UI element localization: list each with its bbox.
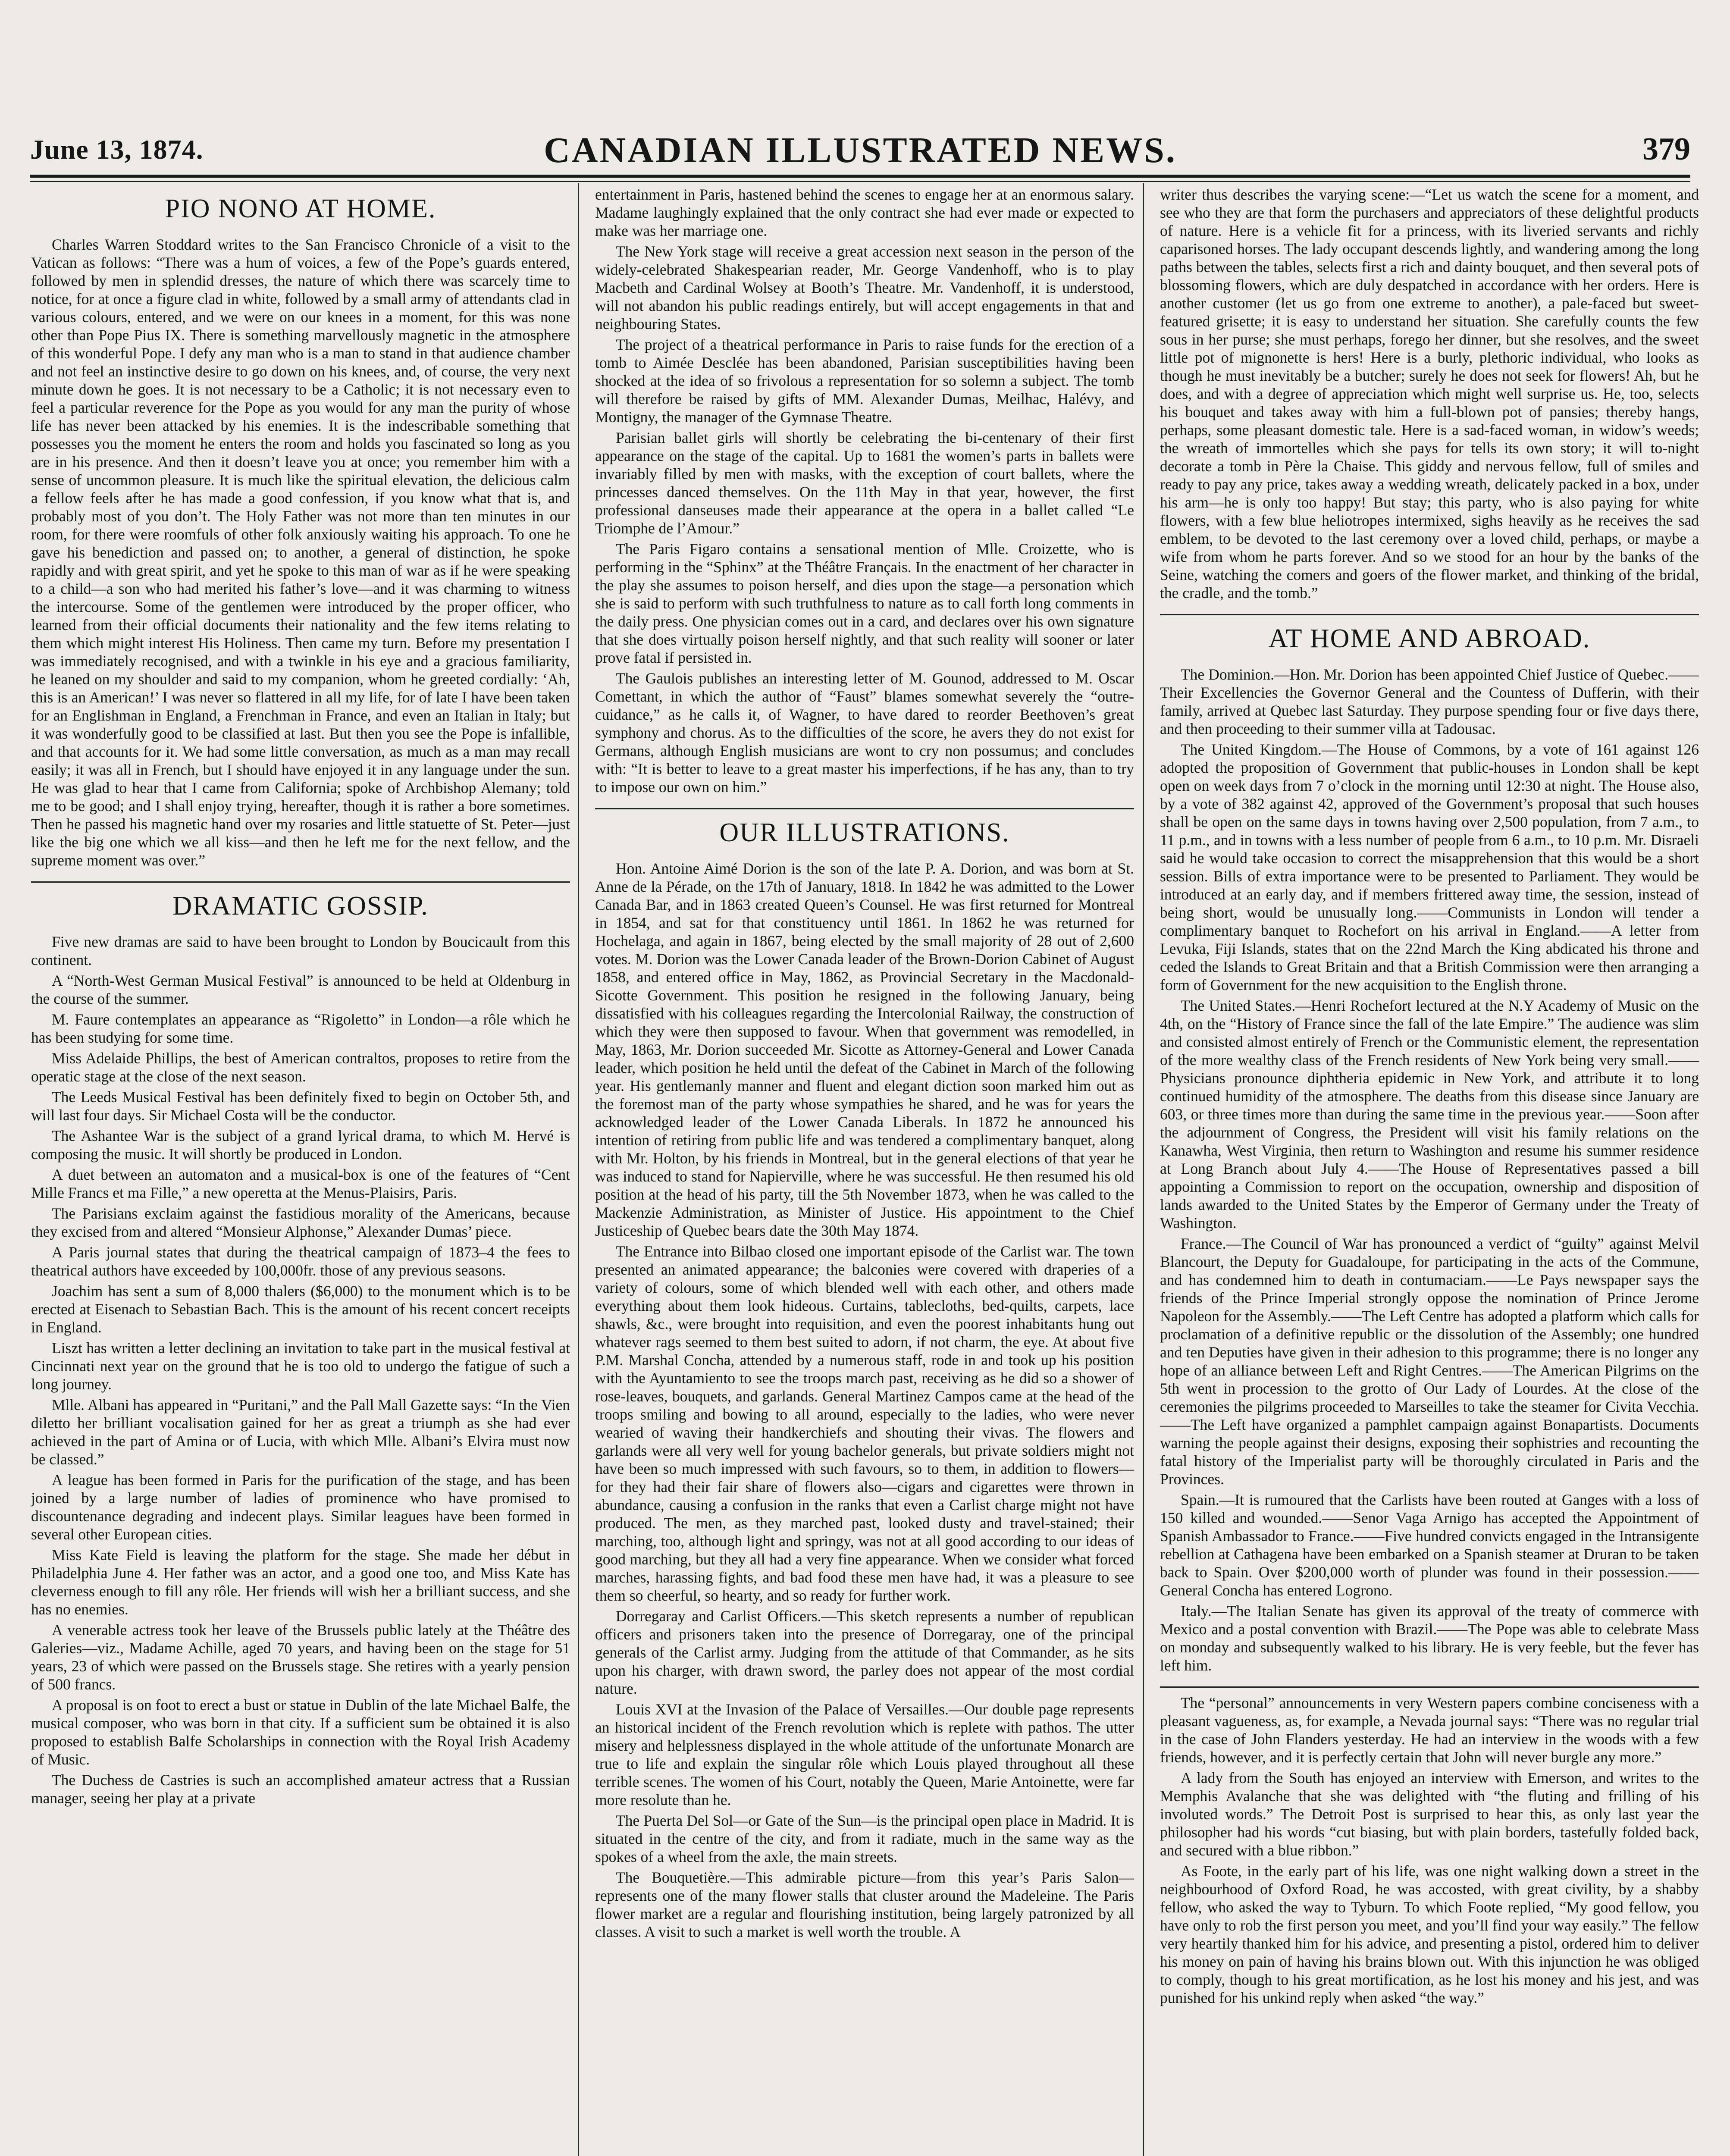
article-paragraph: A duet between an automaton and a musical-box is one of the features of “Cent Mille Francs et ma Fille,” a new operetta at the Menus-Plaisirs, Paris. (31, 1166, 570, 1201)
section-divider (1160, 1686, 1699, 1688)
page-number: 379 (1642, 132, 1690, 167)
dramatic-gossip-heading: DRAMATIC GOSSIP. (172, 891, 429, 921)
column-divider (1143, 183, 1144, 2156)
article-paragraph: The Entrance into Bilbao closed one important episode of the Carlist war. The town presented an animated appearance; the balconies were covered with draperies of a variety of colours, some of which blended well with each other, and others made everything about them look hideous. Curtains, tablecloths, bed-quilts, carpets, lace shawls, &c., were brought into requisition, and even the poorest inhabitants hung out whatever rags seemed to them best suited to adorn, if not charm, the eye. At about five P.M. Marshal Concha, attended by a numerous staff, rode in and took up his position with the Ayuntamiento to see the troops march past, receiving as he did so a shower of rose-leaves, bouquets, and garlands. General Martinez Campos came at the head of the troops smiling and bowing to all around, especially to the ladies, who were never wearied of waving their handkerchiefs and shouting their vivas. The flowers and garlands were all very well for young bachelor generals, but private soldiers might not have been so much impressed with such favours, so to them, in addition to flowers—for they had their fair share of flowers also—cigars and cigarettes were thrown in abundance, causing a confusion in the ranks that even a Carlist charge might not have produced. The men, as they marched past, looked dusty and travel-stained; their marching, too, although light and springy, was not at all good according to our ideas of good marching, but they all had a very fine appearance. When we consider what forced marches, harassing fights, and bad food these men have had, it was a pleasure to see them so cheerful, so hearty, and so ready for further work. (595, 1243, 1134, 1604)
article-paragraph: A “North-West German Musical Festival” is announced to be held at Oldenburg in the course of the summer. (31, 972, 570, 1007)
article-paragraph: The Leeds Musical Festival has been definitely fixed to begin on October 5th, and will last four days. Sir Michael Costa will be the conductor. (31, 1088, 570, 1124)
article-paragraph: Joachim has sent a sum of 8,000 thalers ($6,000) to the monument which is to be erected at Eisenach to Sebastian Bach. This is the amount of his recent concert receipts in England. (31, 1282, 570, 1336)
article-paragraph: Spain.—It is rumoured that the Carlists have been routed at Ganges with a loss of 150 killed and wounded.——Senor Vaga Arnigo has accepted the Appointment of Spanish Ambassador to France.——Five hundred convicts engaged in the Intransigente rebellion at Cathagena have been embarked on a Spanish steamer at Druran to be taken back to Spain. Over $200,000 worth of plunder was found in their possession.——General Concha has entered Logrono. (1160, 1491, 1699, 1599)
issue-date: June 13, 1874. (30, 134, 204, 165)
article-paragraph: A lady from the South has enjoyed an interview with Emerson, and writes to the Memphis Avalanche that she was delighted with “the fluting and frilling of his involuted words.” The Detroit Post is surprised to hear this, as only last year the philosopher had his words “cut biasing, but with plain borders, tastefully folded back, and secured with a blue ribbon.” (1160, 1769, 1699, 1859)
article-paragraph: Louis XVI at the Invasion of the Palace of Versailles.—Our double page represents an historical incident of the French revolution which is replete with pathos. The utter misery and helplessness displayed in the whole attitude of the unfortunate Monarch are true to life and explain the singular rôle which Louis played throughout all these terrible scenes. The women of his Court, notably the Queen, Marie Antoinette, were far more resolute than he. (595, 1701, 1134, 1808)
article-paragraph: As Foote, in the early part of his life, was one night walking down a street in the neighbourhood of Oxford Road, he was accosted, with great civility, by a shabby fellow, who asked the way to Tyburn. To which Foote replied, “My good fellow, you have only to rob the first person you meet, and you’ll find your way easily.” The fellow very heartily thanked him for his advice, and presenting a pistol, ordered him to deliver his money on pain of having his brains blown out. With this injunction he was obliged to comply, though to his great mortification, as he lost his money and his jest, and was punished for his unkind reply when asked “the way.” (1160, 1862, 1699, 2006)
article-paragraph: France.—The Council of War has pronounced a verdict of “guilty” against Melvil Blancourt, the Deputy for Guadaloupe, for participating in the acts of the Commune, and has condemned him to death in contumaciam.——Le Pays newspaper says the friends of the Prince Imperial strongly oppose the nomination of Prince Jerome Napoleon for the Assembly.——The Left Centre has adopted a platform which calls for proclamation of a definitive republic or the dissolution of the Assembly; one hundred and ten Deputies have given in their adhesion to this programme; there is no longer any hope of an alliance between Left and Right Centres.——The American Pilgrims on the 5th went in procession to the grotto of Our Lady of Lourdes. At the close of the ceremonies the pilgrims proceeded to Marseilles to take the steamer for Civita Vecchia.——The Left have organized a pamphlet campaign against Bonapartists. Documents warning the people against their designs, exposing their sophistries and recounting the fatal history of the Imperialist party will be thoroughly circulated in Paris and the Provinces. (1160, 1235, 1699, 1488)
column-2 (595, 185, 1134, 1943)
article-paragraph: The Puerta Del Sol—or Gate of the Sun—is the principal open place in Madrid. It is situated in the centre of the city, and from it radiate, much in the same way as the spokes of a wheel from the axle, the main streets. (595, 1812, 1134, 1865)
article-paragraph: entertainment in Paris, hastened behind the scenes to engage her at an enormous salary. Madame laughingly explained that the only contract she had ever made or expected to make was her marriage one. (595, 186, 1134, 239)
masthead (30, 129, 1690, 177)
article-paragraph: Italy.—The Italian Senate has given its approval of the treaty of commerce with Mexico and a postal convention with Brazil.——The Pope was able to celebrate Mass on monday and subsequently walked to his library. He is very feeble, but the fever has left him. (1160, 1602, 1699, 1674)
newspaper-title: CANADIAN ILLUSTRATED NEWS. (544, 130, 1177, 170)
article-paragraph: Mlle. Albani has appeared in “Puritani,” and the Pall Mall Gazette says: “In the Vien diletto her brilliant vocalisation gained for her as great a triumph as she had ever achieved in the part of Amina or of Lucia, with which Mlle. Albani’s Elvira must now be classed.” (31, 1396, 570, 1468)
column-3 (1160, 185, 1699, 2009)
article-paragraph: M. Faure contemplates an appearance as “Rigoletto” in London—a rôle which he has been studying for some time. (31, 1011, 570, 1046)
article-paragraph: The Gaulois publishes an interesting letter of M. Gounod, addressed to M. Oscar Comettant, in which the author of “Faust” blames somewhat severely the “outre-cuidance,” as he calls it, of Wagner, to have dared to reorder Beethoven’s great symphony and chorus. As to the difficulties of the score, he avers they do not exist for Germans, although English musicians are wont to cry non possumus; and concludes with: “It is better to leave to a great master his imperfections, if he has any, than to try to impose our own on him.” (595, 670, 1134, 796)
article-paragraph: The Dominion.—Hon. Mr. Dorion has been appointed Chief Justice of Quebec.——Their Excellencies the Governor General and the Countess of Dufferin, with their family, arrived at Quebec last Saturday. They purpose spending four or five days there, and then proceeding to their summer villa at Tadousac. (1160, 666, 1699, 737)
article-paragraph: Hon. Antoine Aimé Dorion is the son of the late P. A. Dorion, and was born at St. Anne de la Pérade, on the 17th of January, 1818. In 1842 he was admitted to the Lower Canada Bar, and in 1863 created Queen’s Counsel. He was first returned for Montreal in 1854, and sat for that constituency until 1861. In 1862 he was returned for Hochelaga, and again in 1867, being elected by the small majority of 28 out of 2,600 votes. M. Dorion was the Lower Canada leader of the Brown-Dorion Cabinet of August 1858, and entered office in May, 1862, as Provincial Secretary in the Macdonald-Sicotte Government. This position he resigned in the following January, being dissatisfied with his colleagues regarding the Intercolonial Railway, the construction of which they were then supposed to favour. When that government was remodelled, in May, 1863, Mr. Dorion succeeded Mr. Sicotte as Attorney-General and Lower Canada leader, which position he held until the defeat of the Cabinet in March of the following year. His gentlemanly manner and fluent and elegant diction soon marked him out as the foremost man of the party whose sympathies he shared, and he was for years the acknowledged leader of the Lower Canada Liberals. In 1872 he announced his intention of retiring from public life and was tendered a complimentary banquet, along with Mr. Holton, by his friends in Montreal, but in the general elections of that year he was induced to stand for Napierville, where he was successful. He then resumed his old position at the head of his party, till the 5th November 1873, when he was called to the Mackenzie Administration, as Minister of Justice. His appointment to the Chief Justiceship of Quebec bears date the 30th May 1874. (595, 860, 1134, 1239)
article-paragraph: The New York stage will receive a great accession next season in the person of the widely-celebrated Shakespearian reader, Mr. George Vandenhoff, who is to play Macbeth and Cardinal Wolsey at Booth’s Theatre. Mr. Vandenhoff, it is understood, will not abandon his public readings entirely, but will accept engagements in that and neighbouring States. (595, 243, 1134, 332)
pio-nono-heading: PIO NONO AT HOME. (165, 194, 436, 223)
article-paragraph: Dorregaray and Carlist Officers.—This sketch represents a number of republican officers and prisoners taken into the presence of Dorregaray, one of the principal generals of the Carlist army. Judging from the attitude of that Commander, as he sits upon his charger, with drawn sword, the parley does not appear of the most cordial nature. (595, 1608, 1134, 1697)
article-paragraph: A Paris journal states that during the theatrical campaign of 1873–4 the fees to theatrical authors have exceeded by 100,000fr. those of any previous seasons. (31, 1244, 570, 1279)
article-paragraph: Five new dramas are said to have been brought to London by Boucicault from this continent. (31, 933, 570, 968)
article-paragraph: The Ashantee War is the subject of a grand lyrical drama, to which M. Hervé is composing the music. It will shortly be produced in London. (31, 1127, 570, 1163)
article-paragraph: The Duchess de Castries is such an accomplished amateur actress that a Russian manager, seeing her play at a private (31, 1771, 570, 1807)
article-paragraph: Charles Warren Stoddard writes to the San Francisco Chronicle of a visit to the Vatican as follows: “There was a hum of voices, a few of the Pope’s guards entered, followed by men in splendid dresses, the nature of which there was scarcely time to notice, for at once a figure clad in white, followed by a small army of attendants clad in various colours, entered, and we were on our knees in a moment, for this was none other than Pope Pius IX. There is something marvellously magnetic in the atmosphere of this wonderful Pope. I defy any man who is a man to stand in that audience chamber and not feel an instinctive desire to go down on his knees, and, of course, the very next minute down he goes. It is not necessary to be a Catholic; it is not necessary even to feel a particular reverence for the Pope as you would for any man the purity of whose life has never been attacked by his enemies. It is the indescribable something that possesses you the moment he enters the room and holds you fascinated so long as you are in his presence. And then it doesn’t leave you at once; you remember him with a sense of uncommon pleasure. It is much like the spiritual elevation, the delicious calm a fellow feels after he has made a good confession, if you know what that is, and probably most of you don’t. The Holy Father was not more than ten minutes in our room, for there were roomfuls of other folk anxiously waiting his approach. To one he gave his benediction and passed on; to another, a general of distinction, he spoke rapidly and with great spirit, and yet he spoke to this man of war as if he were speaking to a child—a son who had merited his father’s love—and it was charming to witness the intercourse. Some of the gentlemen were introduced by the proper officer, who learned from their official documents their nationality and the few items relating to them which might interest His Holiness. Then came my turn. Before my presentation I was immediately recognised, and with a twinkle in his eye and a gracious familiarity, he leaned on my shoulder and said to my companion, whom he greeted cordially: ‘Ah, this is an American!’ I was never so flattered in all my life, for of late I have been taken for an Englishman in England, a Frenchman in France, and even an Italian in Italy; but it was wonderfully good to be classified at last. But then you see the Pope is infallible, and that accounts for it. We had some little conversation, as much as a man may recall easily; it was all in French, but I should have enjoyed it in any language under the sun. He was glad to hear that I came from California; spoke of Archbishop Alemany; told me to be good; and I shall enjoy trying, hereafter, though it is rather a bore sometimes. Then he passed his magnetic hand over my rosaries and little statuette of St. Peter—just like the big one which we all kiss—and then he left me for the next fellow, and the supreme moment was over.” (31, 236, 570, 869)
article-paragraph: The United Kingdom.—The House of Commons, by a vote of 161 against 126 adopted the proposition of Government that public-houses in London shall be kept open on week days from 7 o’clock in the morning until 12:30 at night. The House also, by a vote of 382 against 42, approved of the Government’s proposal that such houses shall be open on the same days in towns having over 2,500 population, from 7 a.m., to 11 p.m., and in towns with a less number of people from 6 a.m., to 10 p.m. Mr. Disraeli said he would take occasion to correct the misapprehension that this would be a short session. Bills of extra importance were to be presented to Parliament. They would be introduced at an early day, and if members frittered away time, the session, instead of being short, would be unusually long.——Communists in London will tender a complimentary banquet to Rochefort on his arrival in England.——A letter from Levuka, Fiji Islands, states that on the 22nd March the King abdicated his throne and ceded the Islands to Great Britain and that a British Commission were then arranging a form of Government for the new acquisition to the English throne. (1160, 741, 1699, 993)
article-paragraph: A league has been formed in Paris for the purification of the stage, and has been joined by a large number of ladies of prominence who have promised to discountenance degrading and indecent plays. Similar leagues have been formed in several other European cities. (31, 1471, 570, 1543)
section-divider (1160, 614, 1699, 615)
article-paragraph: Liszt has written a letter declining an invitation to take part in the musical festival at Cincinnati next year on the ground that he is too old to undergo the fatigue of such a long journey. (31, 1339, 570, 1393)
section-divider (595, 808, 1134, 809)
article-paragraph: The United States.—Henri Rochefort lectured at the N.Y Academy of Music on the 4th, on the “History of France since the fall of the late Empire.” The audience was slim and consisted almost entirely of French or the Communistic element, the representation of the more wealthy class of the French residents of New York being very small.——Physicians pronounce diphtheria epidemic in New York, and attribute it to long continued humidity of the atmosphere. The deaths from this disease since January are 603, or three times more than during the same time in the previous year.——Soon after the adjournment of Congress, the President will visit his family relations on the Kanawha, West Virginia, then return to Washington and resume his summer residence at Long Branch about July 4.——The House of Representatives passed a bill appointing a Commission to report on the occupation, ownership and disposition of lands awarded to the United States by the Emperor of Germany under the Treaty of Washington. (1160, 997, 1699, 1232)
article-paragraph: The “personal” announcements in very Western papers combine conciseness with a pleasant vagueness, as, for example, a Nevada journal says: “There was no regular trial in the case of John Flanders yesterday. He had an interview in the woods with a few friends, however, and it is perfectly certain that John will never burgle any more.” (1160, 1694, 1699, 1766)
our-illustrations-heading: OUR ILLUSTRATIONS. (719, 818, 1010, 847)
header-rule (30, 175, 1690, 178)
column-1 (31, 185, 570, 1810)
article-paragraph: The Paris Figaro contains a sensational mention of Mlle. Croizette, who is performing in the “Sphinx” at the Théâtre Français. In the enactment of her character in the play she assumes to poison herself, and dies upon the stage—a personation which she is said to perform with such truthfulness to nature as to call forth long comments in the daily press. One physician comes out in a card, and declares over his own signature that she does virtually poison herself nightly, and that such reality will sooner or later prove fatal if persisted in. (595, 540, 1134, 666)
column-divider (578, 183, 579, 2156)
article-paragraph: writer thus describes the varying scene:—“Let us watch the scene for a moment, and see who they are that form the purchasers and appreciators of these delightful products of nature. Here is a vehicle fit for a princess, with its liveried servants and richly caparisoned horses. The lady occupant descends lightly, and wandering among the long paths between the tables, selects first a rich and dainty bouquet, and then several pots of blossoming flowers, which are duly despatched in accordance with her orders. Here is another customer (let us go from one extreme to another), a pale-faced but sweet-featured grisette; it is easy to understand her situation. She carefully counts the few sous in her purse; she must perhaps, forego her dinner, but she resolves, and the sweet little pot of mignonette is hers! Here is a burly, plethoric individual, who looks as though he must inevitably be a butcher; surely he does not seek for flowers! Ah, but he does, and with a degree of appreciation which might well surprise us. He, too, selects his bouquet and takes away with him a full-blown pot of pansies; thereby hangs, perhaps, some pleasant domestic tale. Here is a sad-faced woman, in widow’s weeds; the wreath of immortelles which she pays for tells its own story; it will to-night decorate a tomb in Père la Chaise. This giddy and nervous fellow, full of smiles and ready to pay any price, takes away a wedding wreath, delicately packed in a box, under his arm—he is only too happy! But stay; this party, who is also paying for white flowers, with a few blue heliotropes intermixed, sighs heavily as he receives the sad emblem, to be devoted to the last ceremony over a loved child, perhaps, or maybe a wife from whom he parts forever. And so we stood for an hour by the banks of the Seine, watching the comers and goers of the flower market, and thinking of the bridal, the cradle, and the tomb.” (1160, 186, 1699, 602)
article-paragraph: A venerable actress took her leave of the Brussels public lately at the Théâtre des Galeries—viz., Madame Achille, aged 70 years, and having been on the stage for 51 years, 23 of which were passed on the Brussels stage. She retires with a yearly pension of 500 francs. (31, 1621, 570, 1693)
header-rule-thin (30, 181, 1690, 182)
article-paragraph: Parisian ballet girls will shortly be celebrating the bi-centenary of their first appearance on the stage of the capital. Up to 1681 the women’s parts in ballets were invariably filled by men with masks, with the exception of court ballets, where the princesses danced themselves. On the 11th May in that year, however, the first professional danseuses made their appearance at the opera in a ballet called “Le Triomphe de l’Amour.” (595, 429, 1134, 537)
article-paragraph: Miss Kate Field is leaving the platform for the stage. She made her début in Philadelphia June 4. Her father was an actor, and a good one too, and Miss Kate has cleverness enough to fill any rôle. Her friends will wish her a brilliant success, and she has no enemies. (31, 1546, 570, 1618)
article-paragraph: A proposal is on foot to erect a bust or statue in Dublin of the late Michael Balfe, the musical composer, who was born in that city. If a sufficient sum be obtained it is also proposed to establish Balfe Scholarships in connection with the Royal Irish Academy of Music. (31, 1696, 570, 1768)
article-paragraph: The Parisians exclaim against the fastidious morality of the Americans, because they excised from and altered “Monsieur Alphonse,” Alexander Dumas’ piece. (31, 1205, 570, 1240)
at-home-and-abroad-heading: AT HOME AND ABROAD. (1268, 624, 1591, 653)
article-paragraph: The Bouquetière.—This admirable picture—from this year’s Paris Salon—represents one of the many flower stalls that cluster around the Madeleine. The Paris flower market are a regular and flourishing institution, being largely patronized by all classes. A visit to such a market is well worth the trouble. A (595, 1869, 1134, 1940)
article-paragraph: The project of a theatrical performance in Paris to raise funds for the erection of a tomb to Aimée Desclée has been abandoned, Parisian susceptibilities having been shocked at the idea of so frivolous a representation for so solemn a subject. The tomb will therefore be raised by gifts of MM. Alexander Dumas, Meilhac, Halévy, and Montigny, the manager of the Gymnase Theatre. (595, 336, 1134, 426)
article-paragraph: Miss Adelaide Phillips, the best of American contraltos, proposes to retire from the operatic stage at the close of the next season. (31, 1050, 570, 1085)
section-divider (31, 881, 570, 883)
